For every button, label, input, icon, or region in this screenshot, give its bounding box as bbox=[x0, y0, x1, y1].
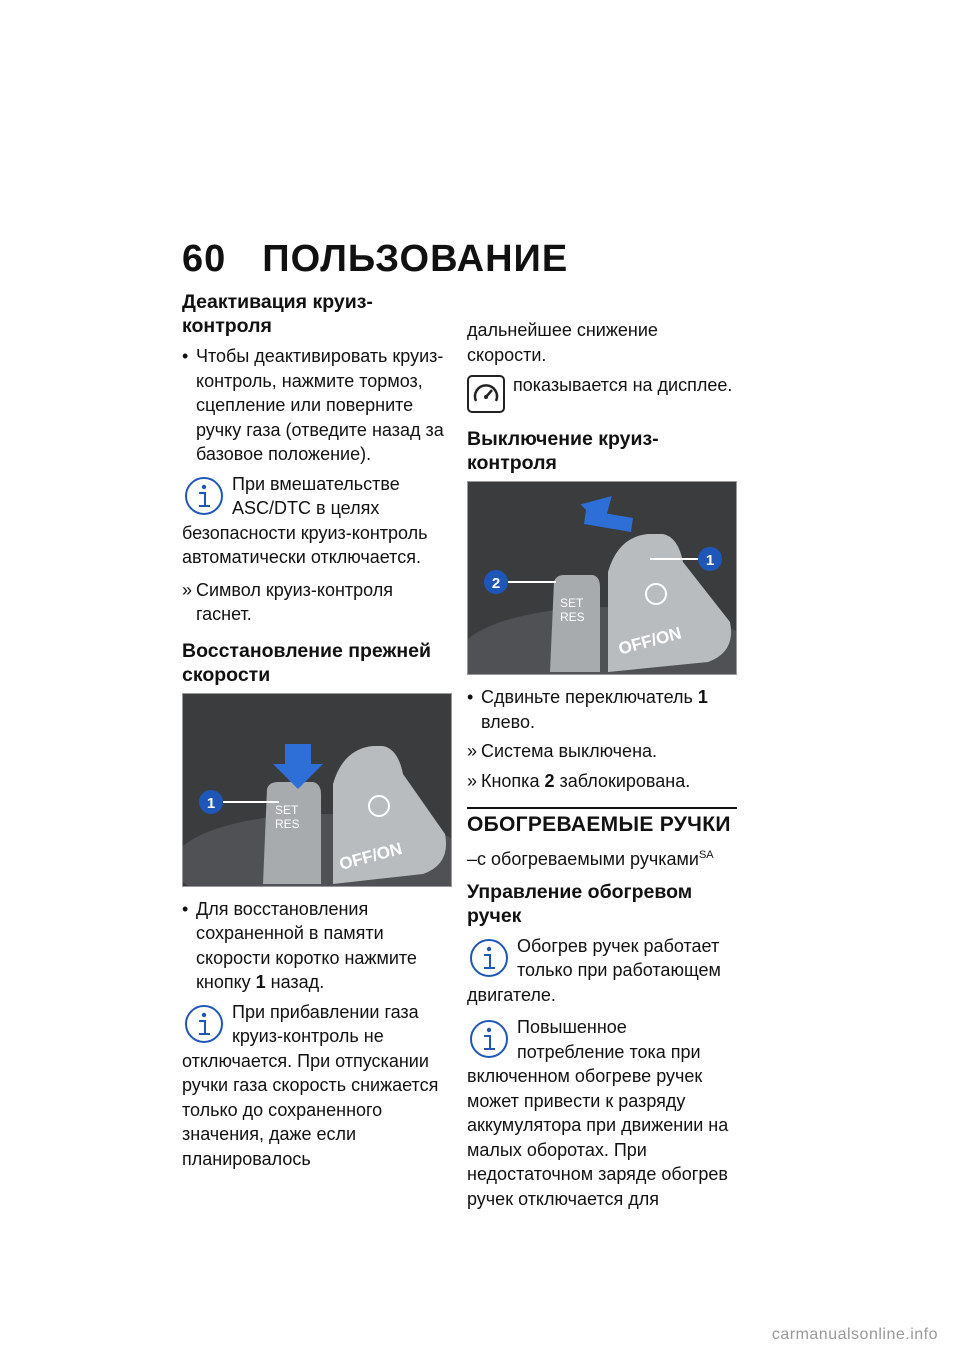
page-header bbox=[182, 238, 568, 281]
sa-superscript: SA bbox=[698, 849, 714, 861]
continued-text: дальнейшее снижение скорости. bbox=[467, 320, 658, 365]
info-icon bbox=[184, 476, 224, 516]
sa-text: с обогреваемыми ручками bbox=[477, 849, 699, 869]
offon-label: OFF/ON bbox=[337, 838, 405, 874]
left-column bbox=[182, 290, 452, 1179]
result-locked-tail: заблокирована. bbox=[554, 770, 691, 791]
note-battery bbox=[467, 1015, 737, 1211]
callout-1: 1 bbox=[206, 794, 216, 812]
result-system-off: » Система выключена. bbox=[467, 739, 737, 764]
display-text: показывается на дисплее. bbox=[513, 375, 733, 395]
illustration-set-res bbox=[183, 694, 451, 886]
bullet-deactivate: • Чтобы деактивировать круиз-контроль, нажмите тормоз, сцепление или поверните ручку газа (отведите назад за базовое положение). bbox=[182, 344, 452, 467]
res-label: RES bbox=[275, 816, 300, 831]
note-engine-running-text: Обогрев ручек работает только при работающем двигателе. bbox=[467, 935, 721, 1005]
result-symbol-off: » Символ круиз-контроля гаснет. bbox=[182, 578, 452, 627]
figure-off-on-switch bbox=[467, 481, 737, 675]
note-throttle bbox=[182, 1000, 452, 1172]
sa-line: –с обогреваемыми ручками$^{SA}$ bbox=[467, 849, 714, 869]
bullet-resume-text: Для восстановления сохраненной в памяти скорости коротко нажмите кнопку bbox=[196, 898, 417, 992]
heading-resume: Восстановление прежней скорости bbox=[182, 639, 431, 686]
set-label: SET bbox=[275, 802, 299, 817]
section-heated-grips: ОБОГРЕВАЕМЫЕ РУЧКИ bbox=[467, 807, 737, 837]
res-label: RES bbox=[560, 610, 585, 624]
button-ref-1: 1 bbox=[255, 972, 266, 992]
figure-set-res-button bbox=[182, 693, 452, 887]
bullet-slide-text: Сдвиньте переключатель bbox=[481, 687, 698, 707]
note-battery-text: Повышенное потребление тока при включенном обогреве ручек может привести к разряду аккумулятора при движении на малых оборотах. При недостаточном заряде обогрев ручек отключается для bbox=[467, 1017, 729, 1209]
result-locked-text: Кнопка bbox=[481, 770, 545, 791]
heading-heated-control: Управление обогревом ручек bbox=[467, 880, 693, 927]
button-ref-2: 2 bbox=[544, 770, 555, 791]
watermark: carmanualsonline.info bbox=[771, 1326, 938, 1343]
page-number: 60 bbox=[182, 238, 227, 280]
switch-ref-1: 1 bbox=[697, 687, 708, 707]
cruise-control-icon bbox=[467, 375, 505, 413]
heading-deactivate: Деактивация круиз-контроля bbox=[182, 291, 373, 337]
illustration-off-on bbox=[468, 482, 736, 674]
page-title: ПОЛЬЗОВАНИЕ bbox=[262, 238, 569, 280]
cruise-display-line bbox=[467, 373, 737, 417]
result-button-locked bbox=[467, 769, 737, 794]
note-throttle-text: При прибавлении газа круиз-контроль не отключается. При отпускании ручки газа скорость снижается только до сохраненного значения, даже если планировалось bbox=[182, 1001, 439, 1169]
callout-2: 2 bbox=[491, 575, 501, 592]
offon-label: OFF/ON bbox=[616, 623, 684, 659]
bullet-slide-left bbox=[467, 685, 737, 734]
note-engine-running bbox=[467, 934, 737, 1008]
bullet-resume bbox=[182, 897, 452, 995]
note-asc-dtc-text: При вмешательстве ASC/DTC в целях безопасности круиз-контроль автоматически отключается. bbox=[182, 473, 428, 567]
info-icon bbox=[184, 1004, 224, 1044]
info-icon bbox=[469, 1019, 509, 1059]
note-asc-dtc bbox=[182, 472, 452, 570]
set-label: SET bbox=[560, 596, 584, 610]
bullet-resume-tail: назад. bbox=[265, 972, 325, 992]
right-column bbox=[467, 318, 737, 1219]
callout-1: 1 bbox=[705, 552, 715, 569]
heading-switch-off: Выключение круиз-контроля bbox=[467, 428, 659, 474]
info-icon bbox=[469, 938, 509, 978]
bullet-slide-tail: влево. bbox=[481, 711, 536, 732]
